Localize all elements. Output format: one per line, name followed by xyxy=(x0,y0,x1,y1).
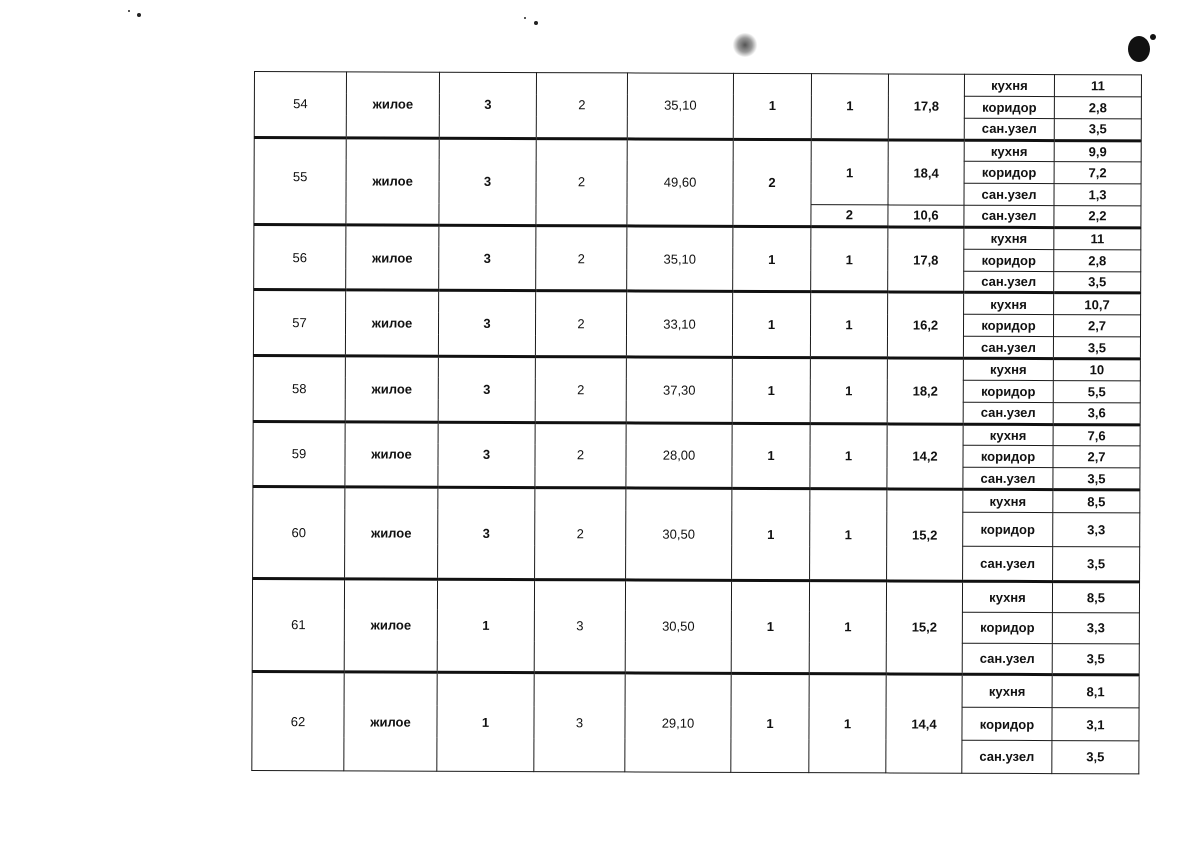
aux-room-name: сан.узел xyxy=(964,183,1054,205)
aux-room-area: 3,5 xyxy=(1052,644,1139,676)
aux-room-area: 2,8 xyxy=(1054,249,1141,271)
room-count: 1 xyxy=(732,488,810,580)
aux-room-name: кухня xyxy=(962,581,1052,613)
aux-room-area: 8,5 xyxy=(1053,490,1140,513)
column-4-value: 2 xyxy=(535,357,626,423)
aux-room-name: сан.узел xyxy=(963,546,1053,581)
aux-room-area: 8,5 xyxy=(1052,581,1139,613)
total-area: 49,60 xyxy=(627,138,733,226)
total-area: 28,00 xyxy=(626,422,732,488)
column-4-value: 2 xyxy=(535,422,626,488)
aux-room-name: коридор xyxy=(963,380,1053,402)
register-sheet xyxy=(251,71,1141,774)
room-area: 15,2 xyxy=(886,580,962,674)
aux-room-name: кухня xyxy=(964,140,1054,162)
room-count: 1 xyxy=(733,226,811,292)
apartment-row xyxy=(253,487,1140,513)
apartment-number: 60 xyxy=(253,487,345,579)
room-area: 14,2 xyxy=(887,423,963,489)
aux-room-name: кухня xyxy=(964,293,1054,315)
apartment-number: 61 xyxy=(252,578,344,672)
aux-room-name: кухня xyxy=(963,358,1053,380)
room-area: 14,4 xyxy=(886,674,962,773)
aux-room-area: 10 xyxy=(1053,359,1140,381)
aux-room-name: сан.узел xyxy=(963,467,1053,489)
aux-room-name: коридор xyxy=(964,96,1054,118)
room-count: 1 xyxy=(732,292,810,358)
aux-room-name: сан.узел xyxy=(964,271,1054,293)
total-area: 33,10 xyxy=(626,291,732,357)
room-count: 1 xyxy=(731,673,809,772)
room-count: 2 xyxy=(733,139,811,227)
aux-room-area: 3,5 xyxy=(1054,271,1141,293)
aux-room-area: 1,3 xyxy=(1054,184,1141,206)
room-number: 1 xyxy=(810,489,887,581)
apartment-row xyxy=(252,672,1139,709)
aux-room-area: 11 xyxy=(1054,75,1141,97)
aux-room-name: кухня xyxy=(964,74,1054,96)
column-3-value: 3 xyxy=(438,356,535,422)
aux-room-name: коридор xyxy=(963,446,1053,468)
aux-room-area: 3,3 xyxy=(1052,612,1139,644)
apartment-table xyxy=(251,71,1142,774)
aux-room-name: коридор xyxy=(962,708,1052,741)
apartment-row xyxy=(254,72,1141,97)
room-number: 1 xyxy=(811,139,888,205)
room-count: 1 xyxy=(733,73,811,139)
aux-room-area: 3,1 xyxy=(1052,708,1139,741)
aux-room-name: коридор xyxy=(963,315,1053,337)
aux-room-name: сан.узел xyxy=(964,205,1054,227)
apartment-row xyxy=(252,578,1139,613)
aux-room-name: коридор xyxy=(964,162,1054,184)
aux-room-name: сан.узел xyxy=(962,740,1052,774)
aux-room-name: коридор xyxy=(962,612,1052,644)
apartment-row xyxy=(253,355,1140,380)
scan-blot xyxy=(1150,34,1156,40)
room-number: 1 xyxy=(810,358,887,424)
aux-room-name: сан.узел xyxy=(963,402,1053,424)
apartment-row xyxy=(253,421,1140,446)
column-3-value: 1 xyxy=(437,672,534,771)
room-area: 17,8 xyxy=(888,227,964,293)
column-3-value: 3 xyxy=(439,138,536,226)
column-4-value: 3 xyxy=(534,579,625,673)
aux-room-area: 3,3 xyxy=(1053,512,1140,547)
premises-type: жилое xyxy=(344,672,437,771)
aux-room-name: кухня xyxy=(962,674,1052,708)
aux-room-name: сан.узел xyxy=(962,643,1052,675)
aux-room-area: 11 xyxy=(1054,227,1141,249)
aux-room-area: 3,6 xyxy=(1053,402,1140,424)
total-area: 30,50 xyxy=(625,579,731,673)
premises-type: жилое xyxy=(344,578,437,672)
column-3-value: 3 xyxy=(438,291,535,357)
apartment-number: 56 xyxy=(254,224,346,290)
aux-room-area: 9,9 xyxy=(1054,140,1141,162)
room-number: 1 xyxy=(810,292,887,358)
column-3-value: 3 xyxy=(438,422,535,488)
scan-speck xyxy=(137,13,141,17)
room-area: 16,2 xyxy=(887,292,963,358)
apartment-table-body xyxy=(252,72,1142,774)
room-area: 18,4 xyxy=(888,139,964,205)
apartment-number: 55 xyxy=(254,137,346,225)
apartment-row xyxy=(254,224,1141,249)
column-3-value: 3 xyxy=(439,72,536,138)
room-area: 17,8 xyxy=(888,74,964,140)
room-number: 1 xyxy=(811,74,888,140)
column-4-value: 2 xyxy=(536,138,627,226)
room-number: 1 xyxy=(809,674,886,773)
aux-room-area: 10,7 xyxy=(1054,293,1141,315)
apartment-row xyxy=(254,137,1141,162)
scan-speck xyxy=(128,10,130,12)
aux-room-area: 3,5 xyxy=(1053,547,1140,582)
aux-room-area: 8,1 xyxy=(1052,675,1139,709)
scan-speck xyxy=(534,21,538,25)
premises-type: жилое xyxy=(345,356,438,422)
room-count: 1 xyxy=(732,357,810,423)
aux-room-area: 3,5 xyxy=(1053,468,1140,490)
room-area: 18,2 xyxy=(887,358,963,424)
aux-room-area: 2,2 xyxy=(1054,206,1141,228)
premises-type: жилое xyxy=(345,290,438,356)
premises-type: жилое xyxy=(346,72,439,138)
column-4-value: 2 xyxy=(536,73,627,139)
scan-smudge xyxy=(732,33,758,57)
total-area: 29,10 xyxy=(625,673,731,772)
aux-room-name: коридор xyxy=(964,249,1054,271)
aux-room-name: сан.узел xyxy=(964,118,1054,140)
total-area: 35,10 xyxy=(627,73,733,139)
column-3-value: 3 xyxy=(438,487,535,579)
aux-room-name: коридор xyxy=(963,512,1053,547)
premises-type: жилое xyxy=(345,421,438,487)
room-number: 1 xyxy=(811,227,888,293)
apartment-row xyxy=(254,290,1141,315)
apartment-number: 62 xyxy=(252,672,344,771)
aux-room-area: 3,5 xyxy=(1054,118,1141,140)
aux-room-area: 7,2 xyxy=(1054,162,1141,184)
apartment-number: 54 xyxy=(254,72,346,138)
room-count: 1 xyxy=(732,423,810,489)
total-area: 30,50 xyxy=(626,488,732,580)
premises-type: жилое xyxy=(346,225,439,291)
total-area: 35,10 xyxy=(627,226,733,292)
aux-room-name: кухня xyxy=(963,424,1053,446)
room-count: 1 xyxy=(731,580,809,674)
apartment-number: 59 xyxy=(253,421,345,487)
column-3-value: 3 xyxy=(439,225,536,291)
room-number: 2 xyxy=(811,205,888,227)
room-area: 10,6 xyxy=(888,205,964,227)
aux-room-area: 3,5 xyxy=(1053,337,1140,359)
aux-room-name: кухня xyxy=(964,227,1054,249)
column-4-value: 2 xyxy=(536,225,627,291)
column-3-value: 1 xyxy=(437,579,534,673)
aux-room-area: 2,7 xyxy=(1053,446,1140,468)
aux-room-name: кухня xyxy=(963,489,1053,512)
aux-room-area: 7,6 xyxy=(1053,424,1140,446)
apartment-number: 57 xyxy=(253,290,345,356)
scan-blot xyxy=(1128,36,1150,62)
column-4-value: 3 xyxy=(534,673,625,772)
scan-speck xyxy=(524,17,526,19)
premises-type: жилое xyxy=(345,487,438,579)
aux-room-name: сан.узел xyxy=(963,336,1053,358)
aux-room-area: 2,7 xyxy=(1053,315,1140,337)
room-area: 15,2 xyxy=(887,489,963,581)
column-4-value: 2 xyxy=(535,488,626,580)
aux-room-area: 5,5 xyxy=(1053,380,1140,402)
room-number: 1 xyxy=(810,423,887,489)
aux-room-area: 2,8 xyxy=(1054,96,1141,118)
premises-type: жилое xyxy=(346,137,439,225)
room-number: 1 xyxy=(809,580,886,674)
total-area: 37,30 xyxy=(626,357,732,423)
column-4-value: 2 xyxy=(535,291,626,357)
apartment-number: 58 xyxy=(253,355,345,421)
aux-room-area: 3,5 xyxy=(1052,740,1139,774)
